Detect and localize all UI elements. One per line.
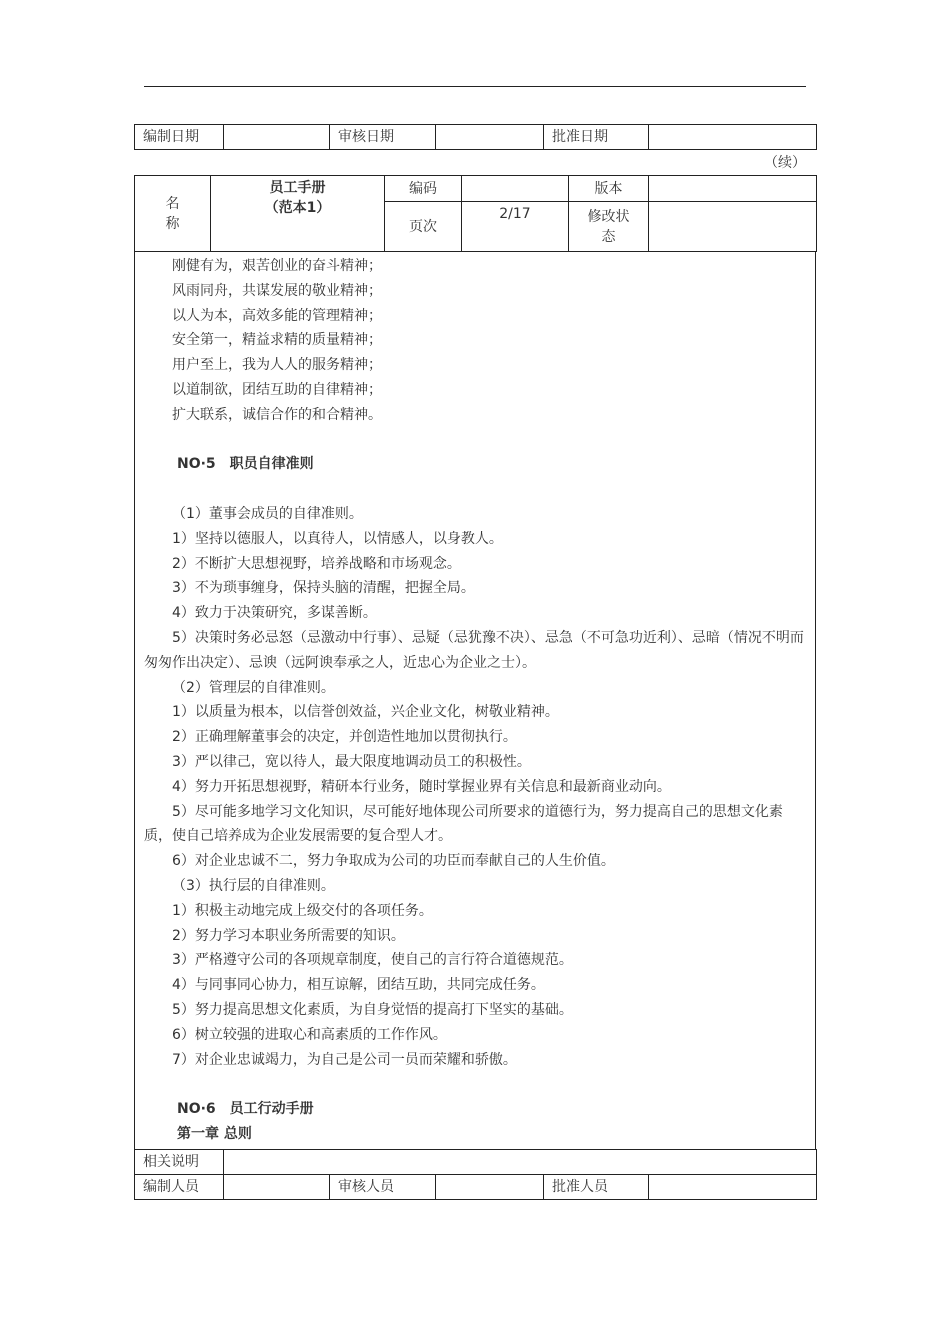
board-rule: 5）决策时务必忌怒（忌激动中行事）、忌疑（忌犹豫不决）、忌急（不可急功近利）、忌暗（情况不明而匆匆作出决定）、忌谀（远阿谀奉承之人，近忠心为企业之士）。 (144, 629, 804, 671)
exec-rule: 1）积极主动地完成上级交付的各项任务。 (172, 902, 433, 919)
approver-label: 批准人员 (544, 1175, 649, 1200)
section5-title: NO·5 职员自律准则 (177, 456, 314, 473)
revision-label (569, 202, 649, 252)
mgmt-title: （2）管理层的自律准则。 (172, 679, 335, 696)
continued-mark: （续） (764, 155, 806, 171)
board-title: （1）董事会成员的自律准则。 (172, 505, 363, 522)
spirit-line: 用户至上，我为人人的服务精神； (172, 357, 382, 374)
code-label: 编码 (385, 176, 462, 202)
exec-rule: 3）严格遵守公司的各项规章制度，使自己的言行符合道德规范。 (172, 952, 573, 969)
reviewer-value (436, 1175, 544, 1200)
document-body (144, 254, 806, 1147)
document-header-table (134, 175, 817, 252)
revision-label-1: 修改状 (587, 208, 630, 225)
revision-label-2: 态 (601, 228, 616, 245)
page-value: 2/17 (462, 202, 569, 252)
approve-date-label: 批准日期 (544, 125, 649, 150)
review-date-label: 审核日期 (330, 125, 436, 150)
exec-rule: 7）对企业忠诚竭力，为自己是公司一员而荣耀和骄傲。 (172, 1051, 517, 1068)
reviewer-label: 审核人员 (330, 1175, 436, 1200)
chapter1-title: 第一章 总则 (177, 1125, 252, 1142)
date-table (134, 124, 817, 150)
spirit-line: 安全第一，精益求精的质量精神； (172, 332, 382, 349)
document-title (211, 176, 385, 252)
exec-rule: 4）与同事同心协力，相互谅解，团结互助，共同完成任务。 (172, 977, 545, 994)
section6-title: NO·6 员工行动手册 (177, 1101, 314, 1118)
compiler-value (224, 1175, 330, 1200)
board-rule: 3）不为琐事缠身，保持头脑的清醒，把握全局。 (172, 580, 475, 597)
document-title-2: （范本1） (264, 200, 331, 216)
mgmt-rule: 2）正确理解董事会的决定，并创造性地加以贯彻执行。 (172, 729, 517, 746)
mgmt-rule: 5）尽可能多地学习文化知识，尽可能好地体现公司所要求的道德行为，努力提高自己的思想文化素质，使自己培养成为企业发展需要的复合型人才。 (144, 803, 783, 845)
mgmt-rule: 1）以质量为根本，以信誉创效益，兴企业文化，树敬业精神。 (172, 704, 559, 721)
exec-rule: 5）努力提高思想文化素质，为自身觉悟的提高打下坚实的基础。 (172, 1001, 573, 1018)
document-title-1: 员工手册 (269, 180, 326, 196)
compile-date-label: 编制日期 (135, 125, 224, 150)
exec-title: （3）执行层的自律准则。 (172, 877, 335, 894)
compile-date-value (224, 125, 330, 150)
mgmt-rule: 4）努力开拓思想视野，精研本行业务，随时掌握业界有关信息和最新商业动向。 (172, 778, 671, 795)
board-rule: 2）不断扩大思想视野，培养战略和市场观念。 (172, 555, 461, 572)
mgmt-rule: 6）对企业忠诚不二，努力争取成为公司的功臣而奉献自己的人生价值。 (172, 853, 615, 870)
spirit-line: 以道制欲，团结互助的自律精神； (172, 381, 382, 398)
page-label: 页次 (385, 202, 462, 252)
compiler-label: 编制人员 (135, 1175, 224, 1200)
approver-value (649, 1175, 817, 1200)
name-label (135, 176, 211, 252)
board-rule: 1）坚持以德服人，以真待人，以情感人，以身教人。 (172, 530, 503, 547)
header-rule (144, 86, 806, 87)
notes-value (224, 1150, 817, 1175)
approve-date-value (649, 125, 817, 150)
spirit-line: 扩大联系，诚信合作的和合精神。 (172, 406, 382, 423)
version-value (649, 176, 817, 202)
notes-label: 相关说明 (135, 1150, 224, 1175)
spirit-line: 风雨同舟，共谋发展的敬业精神； (172, 282, 382, 299)
spirit-line: 刚健有为，艰苦创业的奋斗精神； (172, 258, 382, 274)
code-value (462, 176, 569, 202)
exec-rule: 6）树立较强的进取心和高素质的工作作风。 (172, 1026, 447, 1043)
spirit-line: 以人为本，高效多能的管理精神； (172, 307, 382, 324)
name-label-1: 名 (165, 195, 180, 212)
revision-value (649, 202, 817, 252)
name-label-2: 称 (165, 215, 180, 232)
mgmt-rule: 3）严以律己，宽以待人，最大限度地调动员工的积极性。 (172, 753, 531, 770)
version-label: 版本 (569, 176, 649, 202)
exec-rule: 2）努力学习本职业务所需要的知识。 (172, 927, 405, 944)
signoff-table (134, 1149, 817, 1200)
review-date-value (436, 125, 544, 150)
board-rule: 4）致力于决策研究，多谋善断。 (172, 605, 377, 622)
